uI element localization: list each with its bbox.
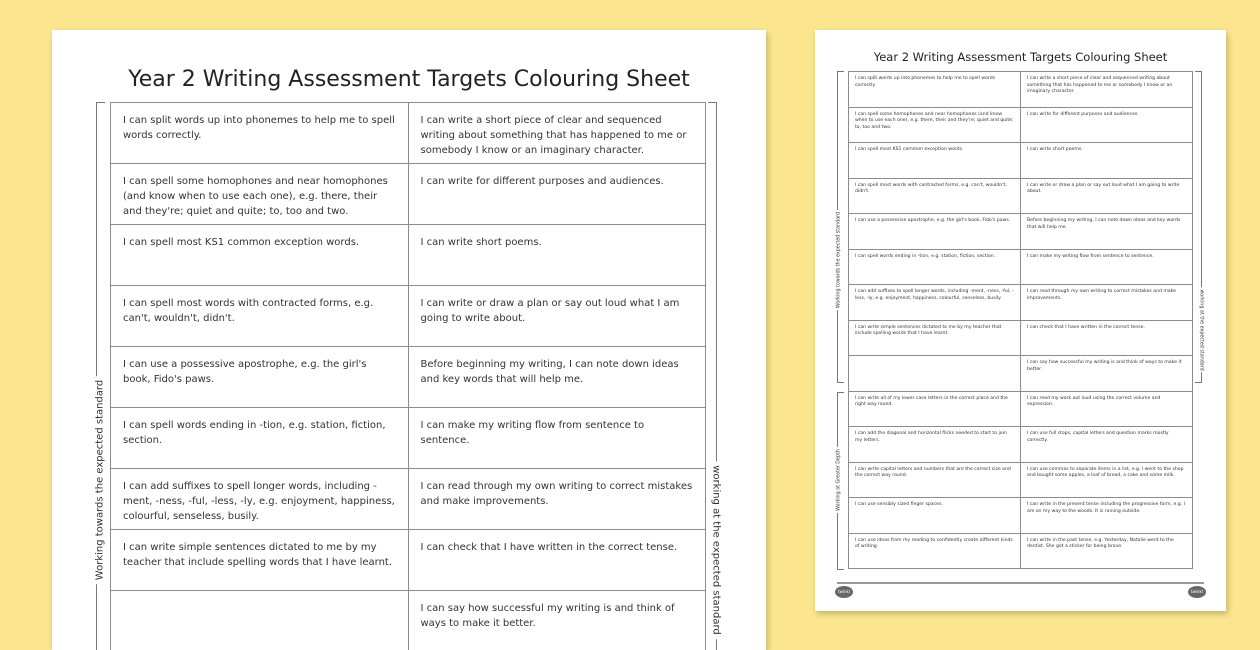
table-row: [111, 286, 706, 347]
sheet-title: Year 2 Writing Assessment Targets Colouring Sheet: [52, 67, 766, 92]
target-cell-right: I can read my work out loud using the correct volume and expression.: [1021, 391, 1193, 427]
targets-table-small: [848, 71, 1193, 569]
table-row: [111, 408, 706, 469]
target-cell-right: I can write in the present tense including the progressive form, e.g. I am on my way to the woods. It is raining outside.: [1021, 498, 1193, 534]
twinkl-logo-right: twinkl: [1188, 586, 1206, 598]
table-row: [849, 320, 1193, 356]
target-cell-right: I can say how successful my writing is and think of ways to make it better.: [1021, 356, 1193, 392]
target-cell-left: I can spell words ending in -tion, e.g. station, fiction, section.: [111, 408, 409, 469]
target-cell-left: I can split words up into phonemes to help me to spell words correctly.: [111, 103, 409, 164]
table-row: [111, 225, 706, 286]
target-cell-left: I can spell most KS1 common exception words.: [849, 143, 1021, 179]
target-cell-right: I can use commas to separate items in a list, e.g. I went to the shop and bought some apples, a loaf of bread, a cake and some milk.: [1021, 462, 1193, 498]
table-row: [111, 103, 706, 164]
target-cell-right: I can read through my own writing to correct mistakes and make improvements.: [408, 469, 706, 530]
target-cell-left: I can write simple sentences dictated to me by my teacher that include spelling words that I have learnt.: [849, 320, 1021, 356]
target-cell-left: I can add suffixes to spell longer words, including -ment, -ness, -ful, -less, -ly, e.g. enjoyment, happiness, colourful, senseless, busily.: [849, 285, 1021, 321]
table-row: [111, 469, 706, 530]
target-cell-left: I can spell most words with contracted forms, e.g. can't, wouldn't, didn't.: [849, 178, 1021, 214]
table-row: [849, 107, 1193, 143]
twinkl-logo-left: twinkl: [835, 586, 853, 598]
table-row: [849, 533, 1193, 569]
target-cell-right: I can check that I have written in the correct tense.: [1021, 320, 1193, 356]
target-cell-right: I can write for different purposes and audiences.: [408, 164, 706, 225]
target-cell-left: [849, 356, 1021, 392]
table-row: [111, 530, 706, 591]
target-cell-left: I can use a possessive apostrophe, e.g. the girl's book, Fido's paws.: [111, 347, 409, 408]
target-cell-left: I can spell most KS1 common exception words.: [111, 225, 409, 286]
target-cell-left: I can use sensibly sized finger spaces.: [849, 498, 1021, 534]
table-row: [111, 591, 706, 650]
target-cell-left: I can spell words ending in -tion, e.g. station, fiction, section.: [849, 249, 1021, 285]
table-row: [849, 214, 1193, 250]
target-cell-left: I can split words up into phonemes to help me to spell words correctly.: [849, 72, 1021, 108]
table-row: [849, 462, 1193, 498]
target-cell-right: I can make my writing flow from sentence to sentence.: [408, 408, 706, 469]
target-cell-right: I can make my writing flow from sentence to sentence.: [1021, 249, 1193, 285]
target-cell-right: I can write a short piece of clear and sequenced writing about something that has happened to me or somebody I know or an imaginary character.: [1021, 72, 1193, 108]
table-row: [849, 427, 1193, 463]
target-cell-right: Before beginning my writing, I can note down ideas and key words that will help me.: [1021, 214, 1193, 250]
target-cell-right: I can write short poems.: [1021, 143, 1193, 179]
target-cell-right: I can write short poems.: [408, 225, 706, 286]
target-cell-left: I can spell most words with contracted forms, e.g. can't, wouldn't, didn't.: [111, 286, 409, 347]
target-cell-right: I can read through my own writing to correct mistakes and make improvements.: [1021, 285, 1193, 321]
left-label-top: Working towards the expected standard: [837, 210, 842, 310]
target-cell-left: I can use a possessive apostrophe, e.g. the girl's book, Fido's paws.: [849, 214, 1021, 250]
worksheet-preview-small: [815, 30, 1226, 611]
left-bracket-label: Working towards the expected standard: [95, 376, 106, 584]
right-label: working at the expected standard: [1199, 287, 1204, 372]
target-cell-left: I can add the diagonal and horizontal flicks needed to start to join my letters.: [849, 427, 1021, 463]
table-row: [849, 391, 1193, 427]
target-cell-right: I can use full stops, capital letters and question marks mostly correctly.: [1021, 427, 1193, 463]
table-row: [849, 356, 1193, 392]
target-cell-left: I can add suffixes to spell longer words, including -ment, -ness, -ful, -less, -ly, e.g. enjoyment, happiness, colourful, senseless, busily.: [111, 469, 409, 530]
table-row: [849, 143, 1193, 179]
table-row: [849, 249, 1193, 285]
target-cell-left: I can use ideas from my reading to confidently create different kinds of writing.: [849, 533, 1021, 569]
target-cell-right: I can write for different purposes and audiences.: [1021, 107, 1193, 143]
target-cell-left: I can write all of my lower case letters in the correct place and the right way round.: [849, 391, 1021, 427]
target-cell-left: I can write capital letters and numbers that are the correct size and the correct way round.: [849, 462, 1021, 498]
target-cell-right: I can write or draw a plan or say out loud what I am going to write about.: [408, 286, 706, 347]
footer-divider: [837, 582, 1204, 584]
table-row: [849, 178, 1193, 214]
table-row: [849, 498, 1193, 534]
targets-table: [110, 102, 706, 650]
table-row: [849, 285, 1193, 321]
right-bracket-label: working at the expected standard: [711, 461, 722, 639]
target-cell-right: I can write a short piece of clear and sequenced writing about something that has happened to me or somebody I know or an imaginary character.: [408, 103, 706, 164]
table-row: [111, 347, 706, 408]
target-cell-right: I can write or draw a plan or say out loud what I am going to write about.: [1021, 178, 1193, 214]
target-cell-left: I can spell some homophones and near homophones (and know when to use each one), e.g. there, their and they're; quiet and quite; to, too and two.: [111, 164, 409, 225]
worksheet-preview-large: [52, 30, 766, 650]
target-cell-left: I can write simple sentences dictated to me by my teacher that include spelling words that I have learnt.: [111, 530, 409, 591]
target-cell-left: [111, 591, 409, 650]
target-cell-right: I can check that I have written in the correct tense.: [408, 530, 706, 591]
table-row: [111, 164, 706, 225]
target-cell-right: I can write in the past tense, e.g. Yesterday, Natalie went to the dentist. She got a sticker for being brave.: [1021, 533, 1193, 569]
table-row: [849, 72, 1193, 108]
target-cell-right: I can say how successful my writing is and think of ways to make it better.: [408, 591, 706, 650]
target-cell-right: Before beginning my writing, I can note down ideas and key words that will help me.: [408, 347, 706, 408]
left-label-bottom: Working at Greater Depth: [837, 447, 842, 513]
sheet-title-small: Year 2 Writing Assessment Targets Colouring Sheet: [815, 50, 1226, 64]
target-cell-left: I can spell some homophones and near homophones (and know when to use each one), e.g. there, their and they're; quiet and quite; to, too and two.: [849, 107, 1021, 143]
